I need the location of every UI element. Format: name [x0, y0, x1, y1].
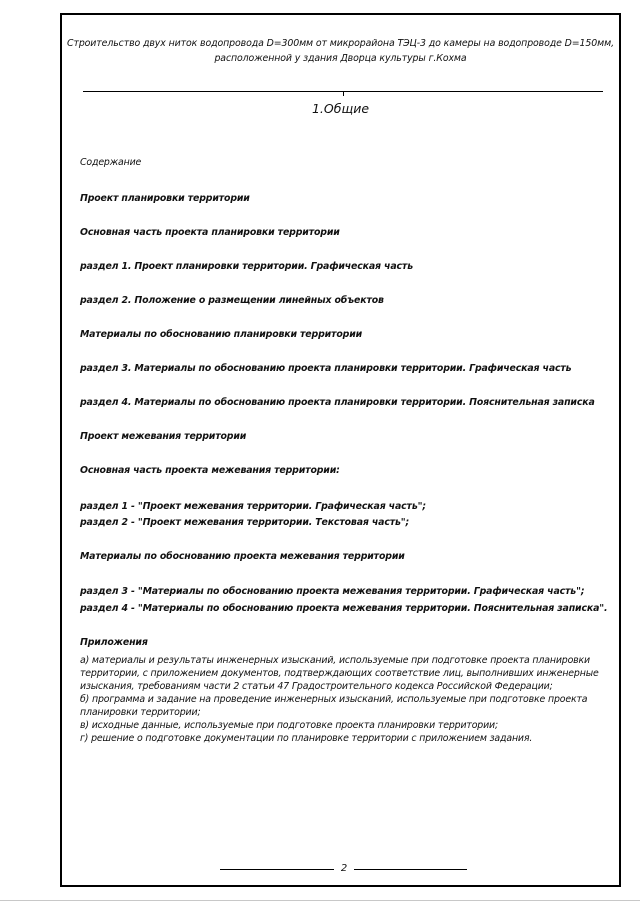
contents-item-section-2: раздел 2. Положение о размещении линейных объектов [80, 295, 384, 306]
appendix-item-v: в) исходные данные, используемые при подготовке проекта планировки территории; [80, 720, 499, 731]
contents-item-surveying-project: Проект межевания территории [80, 431, 247, 442]
appendix-item-b-line-1: б) программа и задание на проведение инженерных изысканий, используемые при подготовке проекта [80, 694, 588, 705]
contents-item-surveying-section-1: раздел 1 - "Проект межевания территории. Графическая часть"; [80, 501, 426, 512]
contents-item-surveying-section-3: раздел 3 - "Материалы по обоснованию проекта межевания территории. Графическая часть"; [80, 586, 585, 597]
appendix-item-g: г) решение о подготовке документации по планировке территории с приложением задания. [80, 733, 533, 744]
contents-item-surveying-section-2: раздел 2 - "Проект межевания территории. Текстовая часть"; [80, 517, 410, 528]
header-line-2: расположенной у здания Дворца культуры г.Кохма [214, 53, 467, 64]
contents-item-section-1: раздел 1. Проект планировки территории. Графическая часть [80, 261, 413, 272]
appendix-item-a-line-2: территории, с приложением документов, подтверждающих соответствие лиц, выполнивших инженерные [80, 668, 599, 679]
page-number: 2 [340, 863, 348, 874]
section-title: 1.Общие [311, 101, 370, 116]
contents-item-surveying-section-4: раздел 4 - "Материалы по обоснованию проекта межевания территории. Пояснительная записка". [80, 603, 608, 614]
page-number-rule-left [220, 869, 334, 870]
contents-item-surveying-justification: Материалы по обоснованию проекта межевания территории [80, 551, 405, 562]
document-header [62, 36, 619, 66]
contents-heading: Содержание [80, 157, 142, 168]
contents-item-main-planning-part: Основная часть проекта планировки территории [80, 227, 340, 238]
header-line-1: Строительство двух ниток водопровода D=300мм от микрорайона ТЭЦ-3 до камеры на водопроводе D=150мм, [67, 38, 614, 49]
appendix-title: Приложения [80, 637, 148, 648]
divider-tick [343, 92, 344, 96]
page-number-rule-right [354, 869, 467, 870]
contents-item-planning-justification: Материалы по обоснованию планировки территории [80, 329, 363, 340]
contents-item-section-3: раздел 3. Материалы по обоснованию проекта планировки территории. Графическая часть [80, 363, 572, 374]
contents-item-section-4: раздел 4. Материалы по обоснованию проекта планировки территории. Пояснительная записка [80, 397, 595, 408]
page-bottom-edge [0, 900, 640, 901]
appendix-item-a-line-1: а) материалы и результаты инженерных изысканий, используемые при подготовке проекта планировки [80, 655, 590, 666]
drawing-frame [60, 13, 621, 887]
appendix-item-a-line-3: изыскания, требованиям части 2 статьи 47 Градостроительного кодекса Российской Федерации; [80, 681, 553, 692]
contents-item-planning-project: Проект планировки территории [80, 193, 250, 204]
appendix-item-b-line-2: планировки территории; [80, 707, 201, 718]
contents-item-main-surveying-part: Основная часть проекта межевания территории: [80, 465, 340, 476]
appendix-list [80, 654, 599, 745]
